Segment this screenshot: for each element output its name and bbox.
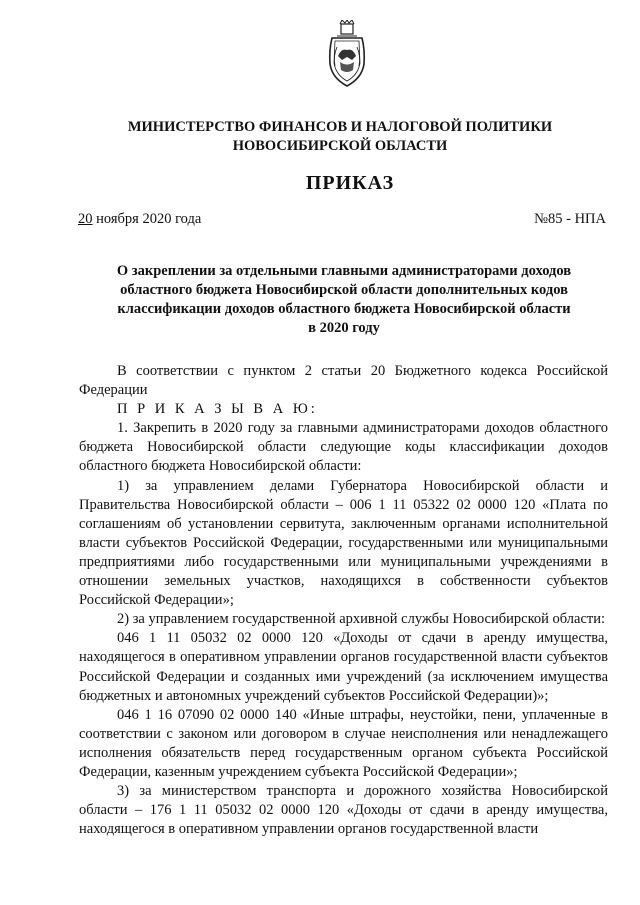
subject-line-3: классификации доходов областного бюджета Новосибирской области xyxy=(117,301,571,317)
order-body xyxy=(79,362,608,839)
body-paragraph-code-046-fines: 046 1 16 07090 02 0000 140 «Иные штрафы, неустойки, пени, уплаченные в соответствии с законом или договором в случае неисполнения или ненадлежащего исполнения обязательств перед государственным органом субъекта Российской Федерации, казенным учреждением субъекта Российской Федерации»; xyxy=(79,706,608,780)
body-paragraph-preamble: В соответствии с пунктом 2 статьи 20 Бюджетного кодекса Российской Федерации xyxy=(79,363,608,399)
order-number: №85 - НПА xyxy=(534,211,606,227)
order-date xyxy=(78,211,201,228)
body-paragraph-subitem-1: 1) за управлением делами Губернатора Новосибирской области и Правительства Новосибирской области – 006 1 11 05322 02 0000 120 «Плата по соглашениям об установлении сервитута, заключенным органами исполнительной власти субъектов Российской Федерации, государственными или муниципальными предприятиями либо государственными или муниципальными учреждениями в отношении земельных участков, находящихся в собственности субъектов Российской Федерации»; xyxy=(79,477,608,609)
order-date-rest: ноября 2020 года xyxy=(92,211,202,227)
order-date-day: 20 xyxy=(78,211,93,227)
coat-of-arms-emblem xyxy=(326,20,368,88)
date-number-line xyxy=(78,211,606,228)
ministry-name-line-1: МИНИСТЕРСТВО ФИНАНСОВ И НАЛОГОВОЙ ПОЛИТИКИ xyxy=(127,119,553,135)
order-title: ПРИКАЗ xyxy=(305,172,395,194)
body-paragraph-order: П Р И К А З Ы В А Ю: xyxy=(117,401,318,418)
body-paragraph-code-046-rent: 046 1 11 05032 02 0000 120 «Доходы от сдачи в аренду имущества, находящегося в оперативном управлении органов государственной власти субъектов Российской Федерации и созданных ими учреждений (за исключением имущества бюджетных и автономных учреждений субъектов Российской Федерации)»; xyxy=(79,630,608,704)
subject-line-2: областного бюджета Новосибирской области дополнительных кодов xyxy=(120,282,568,298)
body-paragraph-subitem-3: 3) за министерством транспорта и дорожного хозяйства Новосибирской области – 176 1 11 05032 02 0000 120 «Доходы от сдачи в аренду имущества, находящегося в оперативном управлении органов государственной власти xyxy=(79,783,608,838)
order-subject xyxy=(80,262,608,338)
ministry-name-line-2: НОВОСИБИРСКОЙ ОБЛАСТИ xyxy=(232,138,448,154)
body-paragraph-item-1: 1. Закрепить в 2020 году за главными администраторами доходов областного бюджета Новосибирской области следующие коды классификации доходов областного бюджета Новосибирской области: xyxy=(79,420,608,475)
ministry-name xyxy=(60,118,620,156)
body-paragraph-subitem-2: 2) за управлением государственной архивной службы Новосибирской области: xyxy=(117,611,606,628)
subject-line-1: О закреплении за отдельными главными администраторами доходов xyxy=(116,263,572,279)
subject-line-4: в 2020 году xyxy=(308,320,380,336)
